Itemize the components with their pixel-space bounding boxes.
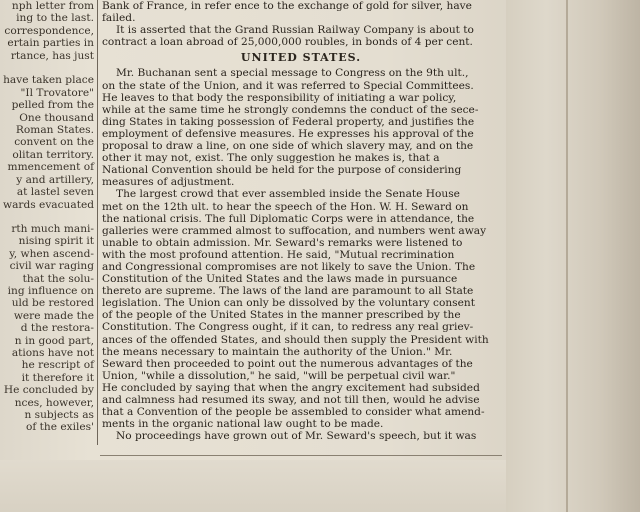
text-line: that a Convention of the people be assembled to consider what amend- xyxy=(102,406,485,419)
left-column-line: convent on the xyxy=(14,136,94,149)
text-line: of the people of the United States in the manner prescribed by the xyxy=(102,309,461,322)
left-column-line: have taken place xyxy=(3,74,94,87)
left-column-line: He concluded by xyxy=(3,384,94,397)
left-column-line: civil war raging xyxy=(9,260,94,273)
left-column-text xyxy=(0,0,97,440)
left-column-line: nph letter from xyxy=(11,0,94,12)
article-paragraph-2 xyxy=(102,188,500,430)
article-paragraph-1 xyxy=(102,67,500,188)
text-line: Constitution. The Congress ought, if it can, to redress any real griev- xyxy=(102,321,474,334)
text-line: National Convention should be held for the purpose of considering xyxy=(102,164,462,177)
page-edge xyxy=(566,0,568,512)
left-column-line: mmencement of xyxy=(7,161,94,174)
left-column-line: wards evacuated xyxy=(3,198,94,211)
text-line: on the state of the Union, and it was referred to Special Committees. xyxy=(102,79,474,92)
text-line: Mr. Buchanan sent a special message to Congress on the 9th ult., xyxy=(116,67,469,80)
left-column-line: ations have not xyxy=(11,346,94,359)
left-column-line: One thousand xyxy=(19,111,94,124)
text-line: galleries were crammed almost to suffocation, and numbers went away xyxy=(102,224,487,237)
left-column-line: it therefore it xyxy=(21,371,94,384)
left-column-line xyxy=(0,62,94,74)
left-column-line: y and artillery, xyxy=(16,173,94,186)
text-line: ances of the offended States, and should then supply the President with xyxy=(102,333,489,346)
text-line: and Congressional compromises are not likely to save the Union. The xyxy=(102,260,476,273)
page-bottom-margin xyxy=(0,460,506,512)
right-page-margin xyxy=(506,0,640,512)
bottom-column-rule xyxy=(100,455,502,456)
text-line: Constitution of the United States and the laws made in pursuance xyxy=(102,273,458,286)
left-column-line: ing influence on xyxy=(7,284,94,297)
left-column-line: rtance, has just xyxy=(10,49,94,62)
text-line: contract a loan abroad of 25,000,000 roubles, in bonds of 4 per cent. xyxy=(102,36,473,49)
left-column-line: nces, however, xyxy=(14,396,94,409)
text-line: the means necessary to maintain the authority of the Union." Mr. xyxy=(102,345,453,358)
left-column-gap xyxy=(0,211,94,223)
text-line: and calmness had resumed its sway, and not till then, would he advise xyxy=(102,394,480,406)
left-column-line: olitan territory. xyxy=(12,148,94,161)
left-column-line: nising spirit it xyxy=(18,235,94,248)
left-column-line: correspondence, xyxy=(4,24,94,37)
text-line: thereto are supreme. The laws of the land are paramount to all State xyxy=(102,285,474,298)
left-column-line: of the exiles' xyxy=(25,421,94,434)
preceding-news-items xyxy=(102,0,500,48)
column-divider xyxy=(97,0,98,445)
left-column-line: pelled from the xyxy=(11,99,94,112)
section-heading: UNITED STATES. xyxy=(240,51,362,65)
left-column-line: Roman States. xyxy=(15,124,94,137)
left-column-line: that the solu- xyxy=(22,272,94,285)
text-line: The largest crowd that ever assembled inside the Senate House xyxy=(116,188,460,201)
main-article-column xyxy=(102,0,500,460)
text-line: Bank of France, in refer ence to the exchange of gold for silver, have xyxy=(102,0,472,12)
left-column-upper-block xyxy=(0,0,94,211)
left-column-line: at lastel seven xyxy=(16,186,94,199)
left-column-line: n in good part, xyxy=(14,334,94,347)
left-column-line: uld be restored xyxy=(11,297,94,310)
text-line: failed. xyxy=(102,12,136,25)
text-line: No proceedings have grown out of Mr. Seward's speech, but it was xyxy=(116,430,477,443)
article-paragraph-3 xyxy=(102,430,500,442)
left-column-line: ing to the last. xyxy=(16,12,94,25)
text-line: while at the same time he strongly condemns the conduct of the sece- xyxy=(102,103,479,116)
left-column-line: ertain parties in xyxy=(7,37,94,50)
text-line: It is asserted that the Grand Russian Railway Company is about to xyxy=(116,24,474,37)
text-line: other it may not, exist. The only suggestion he makes is, that a xyxy=(102,152,440,165)
text-line: with the most profound attention. He said, "Mutual recrimination xyxy=(102,248,455,261)
text-line: met on the 12th ult. to hear the speech of the Hon. W. H. Seward on xyxy=(102,200,469,213)
text-line: Seward then proceeded to point out the numerous advantages of the xyxy=(102,357,473,370)
text-line: He concluded by saying that when the angry excitement had subsided xyxy=(102,381,480,394)
text-line: the national crisis. The full Diplomatic Corps were in attendance, the xyxy=(102,212,475,225)
left-column-line: rth much mani- xyxy=(11,222,94,235)
text-line: employment of defensive measures. He expresses his approval of the xyxy=(102,127,474,140)
text-line: He leaves to that body the responsibility of initiating a war policy, xyxy=(102,91,457,104)
left-column-lower-block xyxy=(0,223,94,434)
text-line: ding States in taking possession of Federal property, and justifies the xyxy=(102,115,475,128)
left-column-line: y, when ascend- xyxy=(9,247,94,260)
text-line: ments in the organic national law ought to be made. xyxy=(102,418,384,431)
text-line: proposal to draw a line, on one side of which slavery may, and on the xyxy=(102,140,474,153)
left-column-line: he rescript of xyxy=(21,359,94,372)
left-column-line: n subjects as xyxy=(24,409,94,421)
left-column-line: d the restora- xyxy=(20,322,94,335)
text-line: measures of adjustment. xyxy=(102,176,235,189)
text-line: legislation. The Union can only be dissolved by the voluntary consent xyxy=(102,297,475,310)
text-line: unable to obtain admission. Mr. Seward's remarks were listened to xyxy=(102,236,463,249)
left-column-line: "Il Trovatore" xyxy=(20,86,94,99)
left-column-line: were made the xyxy=(13,309,94,322)
text-line: Union, "while a dissolution," he said, "will be perpetual civil war." xyxy=(102,369,456,382)
